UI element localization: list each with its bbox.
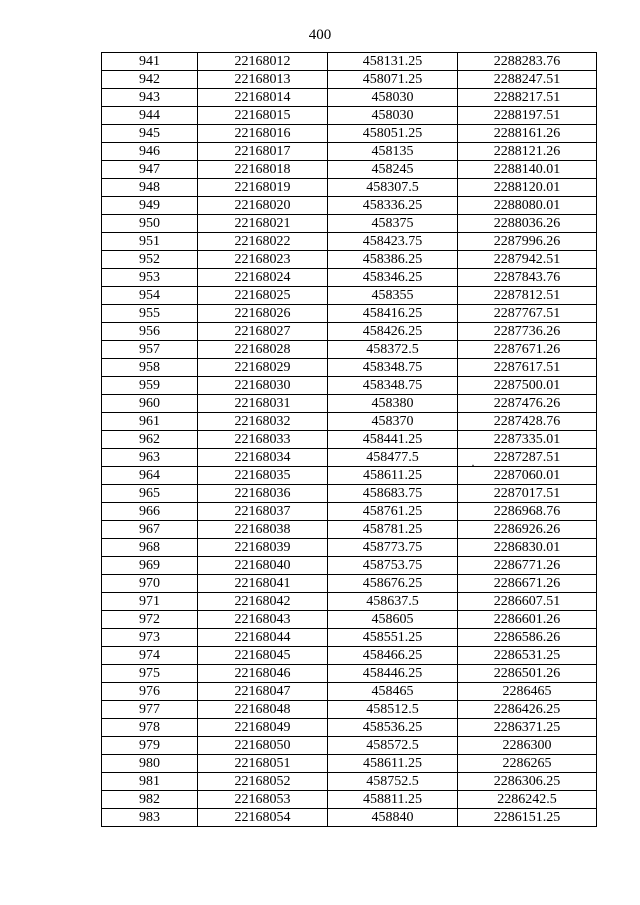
table-row [102, 503, 597, 521]
table-row [102, 341, 597, 359]
row-index-cell: 968 [102, 539, 198, 557]
table-row [102, 197, 597, 215]
row-index-cell: 953 [102, 269, 198, 287]
row-index-cell: 962 [102, 431, 198, 449]
row-index-cell: 980 [102, 755, 198, 773]
table-row [102, 647, 597, 665]
table-row [102, 53, 597, 71]
point-id-cell: 22168015 [198, 107, 328, 125]
table-row [102, 377, 597, 395]
x-coordinate-cell: 458348.75 [328, 377, 458, 395]
y-coordinate-cell: 2286265 [458, 755, 597, 773]
point-id-cell: 22168013 [198, 71, 328, 89]
row-index-cell: 975 [102, 665, 198, 683]
x-coordinate-cell: 458441.25 [328, 431, 458, 449]
y-coordinate-cell: 2286531.25 [458, 647, 597, 665]
x-coordinate-cell: 458551.25 [328, 629, 458, 647]
y-coordinate-cell: 2286501.26 [458, 665, 597, 683]
table-row [102, 611, 597, 629]
row-index-cell: 941 [102, 53, 198, 71]
row-index-cell: 956 [102, 323, 198, 341]
table-row [102, 323, 597, 341]
row-index-cell: 957 [102, 341, 198, 359]
table-body [102, 53, 597, 827]
x-coordinate-cell: 458761.25 [328, 503, 458, 521]
point-id-cell: 22168044 [198, 629, 328, 647]
page-number: 400 [308, 27, 332, 43]
point-id-cell: 22168037 [198, 503, 328, 521]
table-row [102, 395, 597, 413]
table-row [102, 701, 597, 719]
x-coordinate-cell: 458375 [328, 215, 458, 233]
table-row [102, 575, 597, 593]
x-coordinate-cell: 458030 [328, 89, 458, 107]
row-index-cell: 943 [102, 89, 198, 107]
point-id-cell: 22168020 [198, 197, 328, 215]
x-coordinate-cell: 458346.25 [328, 269, 458, 287]
row-index-cell: 973 [102, 629, 198, 647]
row-index-cell: 961 [102, 413, 198, 431]
x-coordinate-cell: 458135 [328, 143, 458, 161]
y-coordinate-cell: 2287767.51 [458, 305, 597, 323]
row-index-cell: 964 [102, 467, 198, 485]
y-coordinate-cell: 2288217.51 [458, 89, 597, 107]
point-id-cell: 22168029 [198, 359, 328, 377]
y-coordinate-cell: 2286771.26 [458, 557, 597, 575]
row-index-cell: 963 [102, 449, 198, 467]
y-coordinate-cell: 2288197.51 [458, 107, 597, 125]
x-coordinate-cell: 458030 [328, 107, 458, 125]
x-coordinate-cell: 458466.25 [328, 647, 458, 665]
y-coordinate-cell: 2286371.25 [458, 719, 597, 737]
y-coordinate-cell: 2288120.01 [458, 179, 597, 197]
y-coordinate-cell: 2286926.26 [458, 521, 597, 539]
table-row [102, 665, 597, 683]
row-index-cell: 971 [102, 593, 198, 611]
row-index-cell: 979 [102, 737, 198, 755]
x-coordinate-cell: 458426.25 [328, 323, 458, 341]
y-coordinate-cell: 2286586.26 [458, 629, 597, 647]
table-row [102, 161, 597, 179]
y-coordinate-cell: 2286465 [458, 683, 597, 701]
x-coordinate-cell: 458752.5 [328, 773, 458, 791]
point-id-cell: 22168026 [198, 305, 328, 323]
point-id-cell: 22168041 [198, 575, 328, 593]
y-coordinate-cell: 2287843.76 [458, 269, 597, 287]
point-id-cell: 22168025 [198, 287, 328, 305]
y-coordinate-cell: 2286242.5 [458, 791, 597, 809]
point-id-cell: 22168022 [198, 233, 328, 251]
x-coordinate-cell: 458307.5 [328, 179, 458, 197]
y-coordinate-cell: 2288283.76 [458, 53, 597, 71]
row-index-cell: 947 [102, 161, 198, 179]
y-coordinate-cell: 2286601.26 [458, 611, 597, 629]
table-row [102, 143, 597, 161]
y-coordinate-cell: 2287428.76 [458, 413, 597, 431]
row-index-cell: 954 [102, 287, 198, 305]
row-index-cell: 981 [102, 773, 198, 791]
x-coordinate-cell: 458465 [328, 683, 458, 701]
row-index-cell: 972 [102, 611, 198, 629]
x-coordinate-cell: 458477.5 [328, 449, 458, 467]
x-coordinate-cell: 458423.75 [328, 233, 458, 251]
point-id-cell: 22168027 [198, 323, 328, 341]
y-coordinate-cell: 2287812.51 [458, 287, 597, 305]
y-coordinate-cell: 2288140.01 [458, 161, 597, 179]
table-row [102, 593, 597, 611]
y-coordinate-cell: 2287736.26 [458, 323, 597, 341]
table-row [102, 719, 597, 737]
point-id-cell: 22168051 [198, 755, 328, 773]
table-row [102, 485, 597, 503]
row-index-cell: 969 [102, 557, 198, 575]
coordinate-table [101, 52, 597, 827]
table-row [102, 773, 597, 791]
row-index-cell: 946 [102, 143, 198, 161]
row-index-cell: 982 [102, 791, 198, 809]
y-coordinate-cell: 2286671.26 [458, 575, 597, 593]
x-coordinate-cell: 458348.75 [328, 359, 458, 377]
y-coordinate-cell: 2287017.51 [458, 485, 597, 503]
x-coordinate-cell: 458781.25 [328, 521, 458, 539]
table-row [102, 251, 597, 269]
point-id-cell: 22168052 [198, 773, 328, 791]
x-coordinate-cell: 458611.25 [328, 755, 458, 773]
table-row [102, 233, 597, 251]
point-id-cell: 22168017 [198, 143, 328, 161]
y-coordinate-cell: 2287335.01 [458, 431, 597, 449]
table-row [102, 89, 597, 107]
table-row [102, 305, 597, 323]
point-id-cell: 22168018 [198, 161, 328, 179]
point-id-cell: 22168043 [198, 611, 328, 629]
row-index-cell: 976 [102, 683, 198, 701]
x-coordinate-cell: 458676.25 [328, 575, 458, 593]
table-row [102, 269, 597, 287]
y-coordinate-cell: 2287500.01 [458, 377, 597, 395]
row-index-cell: 944 [102, 107, 198, 125]
y-coordinate-cell: 2287287.51 [458, 449, 597, 467]
table-row [102, 287, 597, 305]
point-id-cell: 22168033 [198, 431, 328, 449]
row-index-cell: 966 [102, 503, 198, 521]
table-row [102, 413, 597, 431]
x-coordinate-cell: 458380 [328, 395, 458, 413]
point-id-cell: 22168019 [198, 179, 328, 197]
point-id-cell: 22168042 [198, 593, 328, 611]
table-row [102, 107, 597, 125]
row-index-cell: 965 [102, 485, 198, 503]
x-coordinate-cell: 458572.5 [328, 737, 458, 755]
point-id-cell: 22168030 [198, 377, 328, 395]
x-coordinate-cell: 458637.5 [328, 593, 458, 611]
point-id-cell: 22168040 [198, 557, 328, 575]
table-row [102, 71, 597, 89]
x-coordinate-cell: 458051.25 [328, 125, 458, 143]
x-coordinate-cell: 458512.5 [328, 701, 458, 719]
row-index-cell: 952 [102, 251, 198, 269]
row-index-cell: 959 [102, 377, 198, 395]
point-id-cell: 22168021 [198, 215, 328, 233]
point-id-cell: 22168031 [198, 395, 328, 413]
table-row [102, 557, 597, 575]
point-id-cell: 22168035 [198, 467, 328, 485]
point-id-cell: 22168014 [198, 89, 328, 107]
y-coordinate-cell: 2287996.26 [458, 233, 597, 251]
x-coordinate-cell: 458446.25 [328, 665, 458, 683]
y-coordinate-cell: 2287476.26 [458, 395, 597, 413]
y-coordinate-cell: 2287617.51 [458, 359, 597, 377]
point-id-cell: 22168045 [198, 647, 328, 665]
table-row [102, 539, 597, 557]
x-coordinate-cell: 458611.25 [328, 467, 458, 485]
point-id-cell: 22168053 [198, 791, 328, 809]
y-coordinate-cell: 2286426.25 [458, 701, 597, 719]
row-index-cell: 970 [102, 575, 198, 593]
x-coordinate-cell: 458386.25 [328, 251, 458, 269]
table-row [102, 179, 597, 197]
x-coordinate-cell: 458245 [328, 161, 458, 179]
x-coordinate-cell: 458773.75 [328, 539, 458, 557]
point-id-cell: 22168048 [198, 701, 328, 719]
point-id-cell: 22168046 [198, 665, 328, 683]
row-index-cell: 951 [102, 233, 198, 251]
row-index-cell: 974 [102, 647, 198, 665]
y-coordinate-cell: 2286830.01 [458, 539, 597, 557]
x-coordinate-cell: 458336.25 [328, 197, 458, 215]
y-coordinate-cell: 2287942.51 [458, 251, 597, 269]
point-id-cell: 22168054 [198, 809, 328, 827]
point-id-cell: 22168036 [198, 485, 328, 503]
y-coordinate-cell: 2288121.26 [458, 143, 597, 161]
row-index-cell: 942 [102, 71, 198, 89]
y-coordinate-cell: 2288161.26 [458, 125, 597, 143]
point-id-cell: 22168039 [198, 539, 328, 557]
row-index-cell: 949 [102, 197, 198, 215]
point-id-cell: 22168049 [198, 719, 328, 737]
point-id-cell: 22168032 [198, 413, 328, 431]
row-index-cell: 960 [102, 395, 198, 413]
row-index-cell: 958 [102, 359, 198, 377]
table-row [102, 215, 597, 233]
x-coordinate-cell: 458840 [328, 809, 458, 827]
x-coordinate-cell: 458536.25 [328, 719, 458, 737]
x-coordinate-cell: 458605 [328, 611, 458, 629]
y-coordinate-cell: 2287671.26 [458, 341, 597, 359]
x-coordinate-cell: 458131.25 [328, 53, 458, 71]
point-id-cell: 22168023 [198, 251, 328, 269]
point-id-cell: 22168012 [198, 53, 328, 71]
row-index-cell: 945 [102, 125, 198, 143]
row-index-cell: 977 [102, 701, 198, 719]
table-row [102, 521, 597, 539]
y-coordinate-cell: 2287060.01 [458, 467, 597, 485]
row-index-cell: 967 [102, 521, 198, 539]
table-row [102, 467, 597, 485]
table-row [102, 791, 597, 809]
point-id-cell: 22168028 [198, 341, 328, 359]
point-id-cell: 22168024 [198, 269, 328, 287]
table-row [102, 359, 597, 377]
point-id-cell: 22168016 [198, 125, 328, 143]
row-index-cell: 950 [102, 215, 198, 233]
y-coordinate-cell: 2286968.76 [458, 503, 597, 521]
table-row [102, 449, 597, 467]
point-id-cell: 22168038 [198, 521, 328, 539]
y-coordinate-cell: 2286151.25 [458, 809, 597, 827]
y-coordinate-cell: 2286607.51 [458, 593, 597, 611]
row-index-cell: 955 [102, 305, 198, 323]
x-coordinate-cell: 458683.75 [328, 485, 458, 503]
row-index-cell: 948 [102, 179, 198, 197]
table-row [102, 125, 597, 143]
point-id-cell: 22168034 [198, 449, 328, 467]
x-coordinate-cell: 458372.5 [328, 341, 458, 359]
y-coordinate-cell: 2288080.01 [458, 197, 597, 215]
row-index-cell: 983 [102, 809, 198, 827]
x-coordinate-cell: 458753.75 [328, 557, 458, 575]
table-row [102, 737, 597, 755]
y-coordinate-cell: 2288247.51 [458, 71, 597, 89]
row-index-cell: 978 [102, 719, 198, 737]
table-row [102, 683, 597, 701]
y-coordinate-cell: 2286300 [458, 737, 597, 755]
table-row [102, 809, 597, 827]
table-row [102, 629, 597, 647]
point-id-cell: 22168047 [198, 683, 328, 701]
stray-mark: · [471, 458, 475, 472]
x-coordinate-cell: 458071.25 [328, 71, 458, 89]
x-coordinate-cell: 458811.25 [328, 791, 458, 809]
table-row [102, 431, 597, 449]
x-coordinate-cell: 458355 [328, 287, 458, 305]
x-coordinate-cell: 458416.25 [328, 305, 458, 323]
y-coordinate-cell: 2286306.25 [458, 773, 597, 791]
point-id-cell: 22168050 [198, 737, 328, 755]
y-coordinate-cell: 2288036.26 [458, 215, 597, 233]
x-coordinate-cell: 458370 [328, 413, 458, 431]
table-row [102, 755, 597, 773]
